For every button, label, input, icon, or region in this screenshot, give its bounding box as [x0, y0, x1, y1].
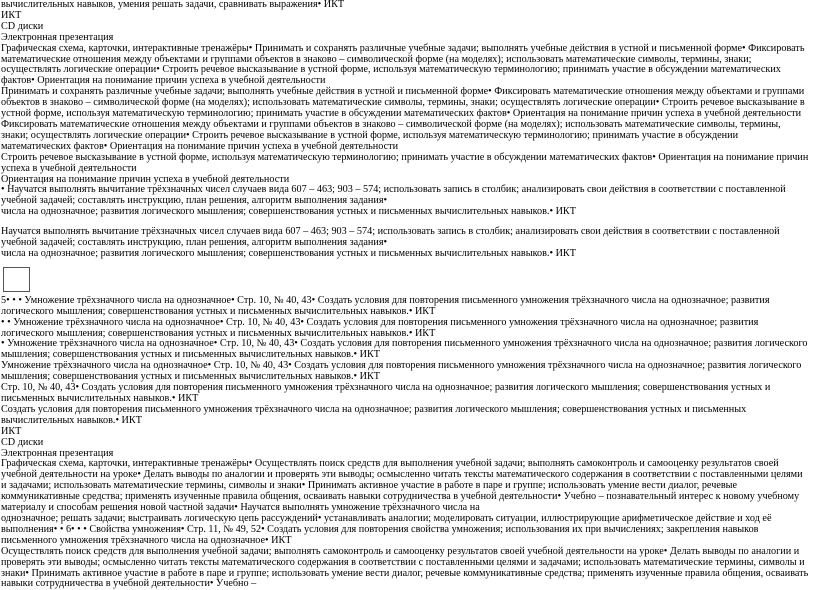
paragraph: • Умножение трёхзначного числа на однозначное• Стр. 10, № 40, 43• Создать условия для повторения письменного умножения трёхзначного числа на однозначное; развития логического мышления; совершенствования устных и письменных вычислительных навыков.• ИКТ: [1, 338, 808, 361]
paragraph: • Научатся выполнять вычитание трёхзначных чисел случаев вида 607 – 463; 903 – 574; использовать запись в столбик; анализировать свои действия в соответствии с поставленной учебной задачей; составлять инструкцию, план решения, алгоритм выполнения задания•: [1, 184, 786, 207]
empty-cell-box: [3, 267, 30, 292]
paragraph: Создать условия для повторения письменного умножения трёхзначного числа на однозначное; развития логического мышления; совершенствования устных и письменных вычислительных навыков.• ИКТ: [1, 403, 747, 426]
paragraph: Графическая схема, карточки, интерактивные тренажёры• Осуществлять поиск средств для выполнения учебной задачи; выполнять самоконтроль и самооценку результатов своей учебной деятельности на уроке• Делать выводы по аналогии и проверять эти выводы; осмысленно читать тексты математического содержания в соответствии с поставленными целями и задачами; использовать математические термины, символы и знаки• Принимать активное участие в работе в паре и группе; использовать умение вести диалог, речевые коммуникативные средства; применять изученные правила общения, осваивать навыки сотрудничества в учебной деятельности• Учебно – познавательный интерес к новому учебному материалу и способам решения новой частной задачи• Научатся выполнять умножение трёхзначного числа на: [1, 458, 803, 514]
paragraph: 5• • • Умножение трёхзначного числа на однозначное• Стр. 10, № 40, 43• Создать условия для повторения письменного умножения трёхзначного числа на однозначное; развития логического мышления; совершенствования устных и письменных вычислительных навыков.• ИКТ: [1, 294, 770, 317]
text-line: ИКТ: [1, 425, 22, 437]
paragraph: Научатся выполнять вычитание трёхзначных чисел случаев вида 607 – 463; 903 – 574; использовать запись в столбик; анализировать свои действия в соответствии с поставленной учебной задачей; составлять инструкцию, план решения, алгоритм выполнения задания•: [1, 226, 780, 249]
text-line: CD диски: [1, 20, 44, 32]
paragraph: Осуществлять поиск средств для выполнения учебной задачи; выполнять самоконтроль и самооценку результатов своей учебной деятельности на уроке• Делать выводы по аналогии и проверять эти выводы; осмысленно читать тексты математического содержания в соответствии с поставленными целями и задачами; использовать математические термины, символы и знаки• Принимать активное участие в работе в паре и группе; использовать умение вести диалог, речевые коммуникативные средства; применять изученные правила общения, осваивать навыки сотрудничества в учебной деятельности• Учебно –: [1, 545, 809, 590]
paragraph: Строить речевое высказывание в устной форме, используя математическую терминологию; принимать участие в обсуждении математических фактов• Ориентация на понимание причин успеха в учебной деятельности: [1, 151, 809, 174]
paragraph: числа на однозначное; развития логического мышления; совершенствования устных и письменных вычислительных навыков.• ИКТ: [1, 206, 576, 218]
text-line: CD диски: [1, 436, 44, 448]
paragraph: Принимать и сохранять различные учебные задачи; выполнять учебные действия в устной и письменной форме• Фиксировать математические отношения между объектами и группами объектов в знаково – символической форме (на моделях); использовать математические символы, термины, знаки; осуществлять логические операции• Строить речевое высказывание в устной форме, используя математическую терминологию; принимать участие в обсуждении математических фактов• Ориентация на понимание причин успеха в учебной деятельности: [1, 86, 805, 120]
paragraph: Графическая схема, карточки, интерактивные тренажёры• Принимать и сохранять различные учебные задачи; выполнять учебные действия в устной и письменной форме• Фиксировать математические отношения между объектами и группами объектов в знаково – символической форме (на моделях); использовать математические символы, термины, знаки; осуществлять логические операции• Строить речевое высказывание в устной форме, используя математическую терминологию; принимать участие в обсуждении математических фактов• Ориентация на понимание причин успеха в учебной деятельности: [1, 42, 805, 87]
paragraph: Ориентация на понимание причин успеха в учебной деятельности: [1, 173, 290, 185]
text-line: Электронная презентация: [1, 447, 114, 459]
text-line: Электронная презентация: [1, 31, 114, 43]
text-line: ИКТ: [1, 9, 22, 21]
paragraph: Стр. 10, № 40, 43• Создать условия для повторения письменного умножения трёхзначного числа на однозначное; развития логического мышления; совершенствования устных и письменных вычислительных навыков.• ИКТ: [1, 382, 771, 404]
paragraph: • • Умножение трёхзначного числа на однозначное• Стр. 10, № 40, 43• Создать условия для повторения письменного умножения трёхзначного числа на однозначное; развития логического мышления; совершенствования устных и письменных вычислительных навыков.• ИКТ: [1, 316, 759, 339]
text-line: вычислительных навыков, умения решать задачи, сравнивать выражения• ИКТ: [1, 0, 345, 10]
paragraph: числа на однозначное; развития логического мышления; совершенствования устных и письменных вычислительных навыков.• ИКТ: [1, 247, 576, 259]
paragraph: однозначное; решать задачи; выстраивать логическую цепь рассуждений• устанавливать аналогии; моделировать ситуации, иллюстрирующие арифметическое действие и ход её выполнения• • 6• • • Свойства умножения• Стр. 11, № 49, 52• Создать условия для повторения свойства умножения; использования их при вычислениях; закрепления навыков письменного умножения трёхзначного числа на однозначное• ИКТ: [1, 512, 772, 546]
paragraph: Фиксировать математические отношения между объектами и группами объектов в знаково – символической форме (на моделях); использовать математические символы, термины, знаки; осуществлять логические операции• Строить речевое высказывание в устной форме, используя математическую терминологию; принимать участие в обсуждении математических фактов• Ориентация на понимание причин успеха в учебной деятельности: [1, 118, 781, 152]
paragraph: Умножение трёхзначного числа на однозначное• Стр. 10, № 40, 43• Создать условия для повторения письменного умножения трёхзначного числа на однозначное; развития логического мышления; совершенствования устных и письменных вычислительных навыков.• ИКТ: [1, 360, 802, 383]
